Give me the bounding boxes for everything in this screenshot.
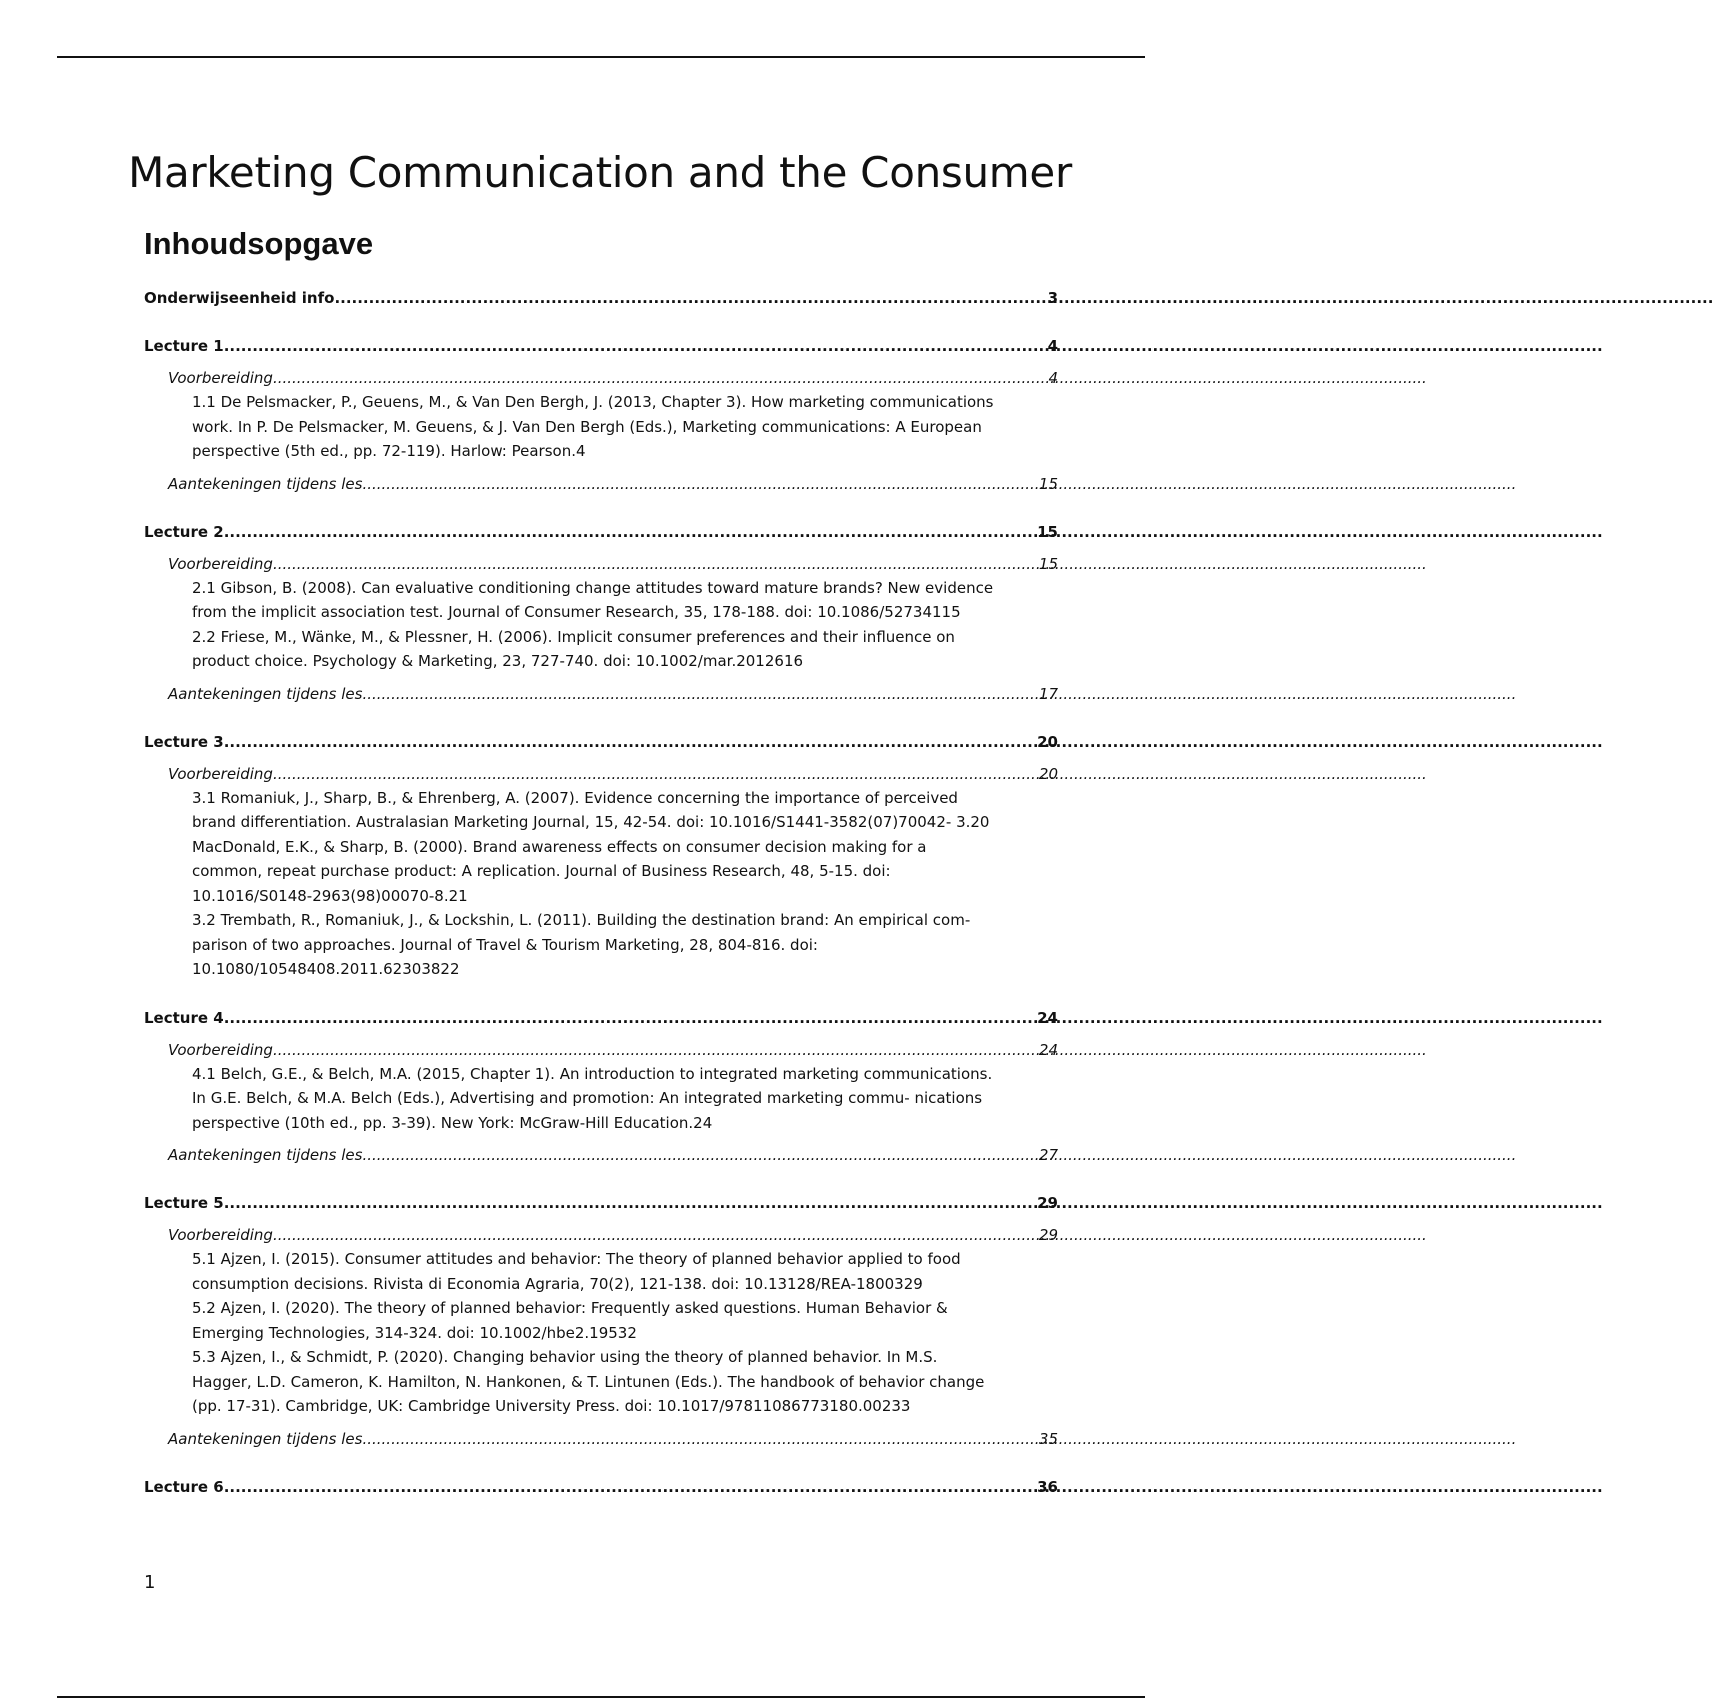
table-of-contents bbox=[144, 286, 1058, 1499]
reference-text-line: consumption decisions. Rivista di Economia Agraria, 70(2), 121-138. doi: 10.13128/REA-18003 bbox=[192, 1274, 904, 1293]
toc-entry-preparation[interactable] bbox=[144, 552, 1058, 576]
toc-page-number: 21 bbox=[448, 886, 468, 905]
toc-page-number: 24 bbox=[693, 1113, 713, 1132]
dot-leader bbox=[362, 472, 1038, 496]
toc-entry-reference[interactable] bbox=[144, 1345, 1058, 1419]
dot-leader bbox=[273, 762, 1039, 786]
toc-entry-label: Aantekeningen tijdens les bbox=[168, 1429, 363, 1448]
toc-entry-reference[interactable] bbox=[144, 1062, 1058, 1136]
reference-last-line bbox=[192, 1111, 1058, 1136]
toc-page-number: 3 bbox=[1047, 289, 1058, 307]
reference-text-line: 2.1 Gibson, B. (2008). Can evaluative conditioning change attitudes toward mature brands? New evidence bbox=[192, 578, 994, 597]
toc-page-number: 20 bbox=[970, 813, 990, 831]
toc-entry-reference[interactable] bbox=[144, 908, 1058, 982]
toc-entry-label: Aantekeningen tijdens les bbox=[168, 474, 363, 493]
toc-page-number: 4 bbox=[575, 442, 586, 460]
toc-page-number: 20 bbox=[1037, 732, 1058, 751]
reference-text-line: perspective (5th ed., pp. 72-119). Harlow: Pearson. bbox=[192, 442, 576, 460]
toc-page-number: 15 bbox=[1037, 522, 1058, 541]
reference-last-line bbox=[192, 1321, 1058, 1346]
dot-leader bbox=[362, 1427, 1038, 1451]
reference-last-line bbox=[192, 957, 1058, 982]
toc-page-number: 24 bbox=[1038, 1040, 1058, 1059]
toc-entry-label: Lecture 6 bbox=[144, 1477, 224, 1496]
reference-text-line: 3.1 Romaniuk, J., Sharp, B., & Ehrenberg, A. (2007). Evidence concerning the importance of perceived bbox=[192, 788, 958, 807]
toc-entry-reference[interactable] bbox=[144, 576, 1058, 625]
reference-text-line: 10.1080/10548408.2011.623038 bbox=[192, 960, 441, 978]
footer-rule bbox=[57, 1696, 1145, 1698]
toc-page-number: 17 bbox=[1038, 684, 1058, 703]
reference-last-line bbox=[192, 649, 1058, 674]
reference-text-line: perspective (10th ed., pp. 3-39). New York: McGraw-Hill Education. bbox=[192, 1113, 694, 1132]
reference-last-line bbox=[192, 1394, 1058, 1419]
dot-leader bbox=[273, 1223, 1039, 1247]
toc-entry-label: Aantekeningen tijdens les bbox=[168, 1146, 363, 1164]
reference-last-line bbox=[192, 810, 1058, 835]
toc-entry-notes[interactable] bbox=[144, 472, 1058, 496]
toc-page-number: 29 bbox=[1038, 1226, 1058, 1244]
reference-text-line: Hagger, L.D. Cameron, K. Hamilton, N. Hankonen, & T. Lintunen (Eds.). The handbook of behavior change bbox=[192, 1372, 985, 1391]
toc-page-number: 33 bbox=[891, 1397, 911, 1415]
toc-entry-label: Lecture 1 bbox=[144, 337, 224, 355]
toc-page-number: 35 bbox=[1038, 1429, 1058, 1448]
toc-entry-info[interactable] bbox=[144, 286, 1058, 310]
header-rule bbox=[57, 56, 1145, 58]
toc-page-number: 4 bbox=[1047, 337, 1058, 355]
toc-entry-lecture[interactable] bbox=[144, 1006, 1058, 1030]
reference-last-line bbox=[192, 439, 1058, 464]
toc-page-number: 32 bbox=[617, 1323, 637, 1342]
reference-text-line: product choice. Psychology & Marketing, 23, 727-740. doi: 10.1002/mar.20126 bbox=[192, 652, 784, 670]
reference-text-line: 5.2 Ajzen, I. (2020). The theory of planned behavior: Frequently asked questions. Human Behavior & bbox=[192, 1299, 948, 1317]
toc-entry-label: Voorbereiding bbox=[168, 1226, 273, 1244]
reference-text-line: 2.2 Friese, M., Wänke, M., & Plessner, H. (2006). Implicit consumer preferences and their influence on bbox=[192, 627, 955, 646]
reference-text-line: parison of two approaches. Journal of Travel & Tourism Marketing, 28, 804-816. doi: bbox=[192, 935, 818, 954]
dot-leader bbox=[224, 1475, 1037, 1499]
toc-entry-label: Lecture 5 bbox=[144, 1194, 224, 1212]
toc-entry-notes[interactable] bbox=[144, 1427, 1058, 1451]
reference-text-line: 5.3 Ajzen, I., & Schmidt, P. (2020). Changing behavior using the theory of planned behavior. In M.S. bbox=[192, 1348, 938, 1366]
reference-text-line: work. In P. De Pelsmacker, M. Geuens, & J. Van Den Bergh (Eds.), Marketing communications: A European bbox=[192, 417, 982, 436]
toc-entry-reference[interactable] bbox=[144, 1296, 1058, 1345]
toc-entry-label: Voorbereiding bbox=[168, 554, 273, 573]
page-number: 1 bbox=[144, 1572, 156, 1593]
dot-leader bbox=[362, 682, 1038, 706]
toc-entry-reference[interactable] bbox=[144, 786, 1058, 835]
toc-entry-label: Onderwijseenheid info bbox=[144, 289, 335, 307]
toc-page-number: 22 bbox=[440, 960, 460, 978]
dot-leader bbox=[362, 1143, 1038, 1167]
dot-leader bbox=[224, 334, 1048, 358]
toc-entry-preparation[interactable] bbox=[144, 1223, 1058, 1247]
toc-entry-label: Voorbereiding bbox=[168, 1040, 273, 1059]
toc-page-number: 24 bbox=[1037, 1008, 1058, 1027]
toc-entry-notes[interactable] bbox=[144, 682, 1058, 706]
reference-last-line bbox=[192, 1272, 1058, 1297]
toc-entry-preparation[interactable] bbox=[144, 1038, 1058, 1062]
toc-heading: Inhoudsopgave bbox=[144, 226, 374, 261]
reference-last-line bbox=[192, 600, 1058, 625]
toc-page-number: 36 bbox=[1037, 1477, 1058, 1496]
toc-entry-lecture[interactable] bbox=[144, 520, 1058, 544]
toc-page-number: 15 bbox=[1038, 474, 1058, 493]
toc-entry-label: Lecture 2 bbox=[144, 522, 224, 541]
toc-page-number: 15 bbox=[1038, 554, 1058, 573]
toc-entry-lecture[interactable] bbox=[144, 334, 1058, 358]
reference-text-line: brand differentiation. Australasian Marketing Journal, 15, 42-54. doi: 10.1016/S1441-3582(07)70042- 3. bbox=[192, 813, 971, 831]
toc-page-number: 29 bbox=[903, 1274, 923, 1293]
toc-entry-preparation[interactable] bbox=[144, 762, 1058, 786]
toc-entry-lecture[interactable] bbox=[144, 1191, 1058, 1215]
toc-entry-reference[interactable] bbox=[144, 390, 1058, 464]
toc-entry-lecture[interactable] bbox=[144, 730, 1058, 754]
reference-text-line: 5.1 Ajzen, I. (2015). Consumer attitudes and behavior: The theory of planned behavior applied to food bbox=[192, 1250, 961, 1268]
toc-page-number: 4 bbox=[1048, 369, 1058, 387]
toc-entry-label: Lecture 4 bbox=[144, 1008, 224, 1027]
toc-entry-label: Voorbereiding bbox=[168, 369, 273, 387]
dot-leader bbox=[273, 366, 1049, 390]
toc-page-number: 20 bbox=[1038, 764, 1058, 783]
reference-text-line: MacDonald, E.K., & Sharp, B. (2000). Brand awareness effects on consumer decision making for a bbox=[192, 837, 927, 856]
toc-entry-reference[interactable] bbox=[144, 835, 1058, 909]
toc-page-number: 27 bbox=[1038, 1146, 1058, 1164]
toc-entry-label: Aantekeningen tijdens les bbox=[168, 684, 363, 703]
reference-text-line: common, repeat purchase product: A replication. Journal of Business Research, 48, 5-15. doi: bbox=[192, 862, 891, 880]
toc-entry-label: Lecture 3 bbox=[144, 732, 224, 751]
dot-leader bbox=[224, 1191, 1037, 1215]
dot-leader bbox=[224, 1006, 1037, 1030]
reference-text-line: (pp. 17-31). Cambridge, UK: Cambridge University Press. doi: 10.1017/97811086773180.002 bbox=[192, 1397, 892, 1415]
toc-entry-notes[interactable] bbox=[144, 1143, 1058, 1167]
toc-entry-lecture[interactable] bbox=[144, 1475, 1058, 1499]
reference-text-line: 1.1 De Pelsmacker, P., Geuens, M., & Van Den Bergh, J. (2013, Chapter 3). How marketing communications bbox=[192, 393, 994, 411]
reference-text-line: In G.E. Belch, & M.A. Belch (Eds.), Advertising and promotion: An integrated marketing commu- nications bbox=[192, 1089, 983, 1107]
dot-leader bbox=[224, 730, 1037, 754]
toc-entry-reference[interactable] bbox=[144, 625, 1058, 674]
reference-last-line bbox=[192, 884, 1058, 909]
toc-page-number: 16 bbox=[783, 652, 804, 670]
reference-text-line: 10.1016/S0148-2963(98)00070-8. bbox=[192, 886, 449, 905]
toc-entry-reference[interactable] bbox=[144, 1247, 1058, 1296]
dot-leader bbox=[334, 286, 1047, 310]
dot-leader bbox=[224, 520, 1037, 544]
toc-page-number: 15 bbox=[941, 603, 961, 621]
reference-text-line: 4.1 Belch, G.E., & Belch, M.A. (2015, Chapter 1). An introduction to integrated marketing communications. bbox=[192, 1064, 993, 1083]
reference-text-line: Emerging Technologies, 314-324. doi: 10.1002/hbe2.195 bbox=[192, 1323, 618, 1342]
toc-page-number: 29 bbox=[1037, 1194, 1058, 1212]
toc-entry-preparation[interactable] bbox=[144, 366, 1058, 390]
reference-text-line: 3.2 Trembath, R., Romaniuk, J., & Lockshin, L. (2011). Building the destination brand: An empirical com- bbox=[192, 911, 971, 929]
dot-leader bbox=[273, 552, 1039, 576]
document-title: Marketing Communication and the Consumer bbox=[128, 148, 1072, 197]
reference-text-line: from the implicit association test. Journal of Consumer Research, 35, 178-188. doi: 10.1086/527341 bbox=[192, 603, 942, 621]
dot-leader bbox=[273, 1038, 1039, 1062]
toc-entry-label: Voorbereiding bbox=[168, 764, 273, 783]
